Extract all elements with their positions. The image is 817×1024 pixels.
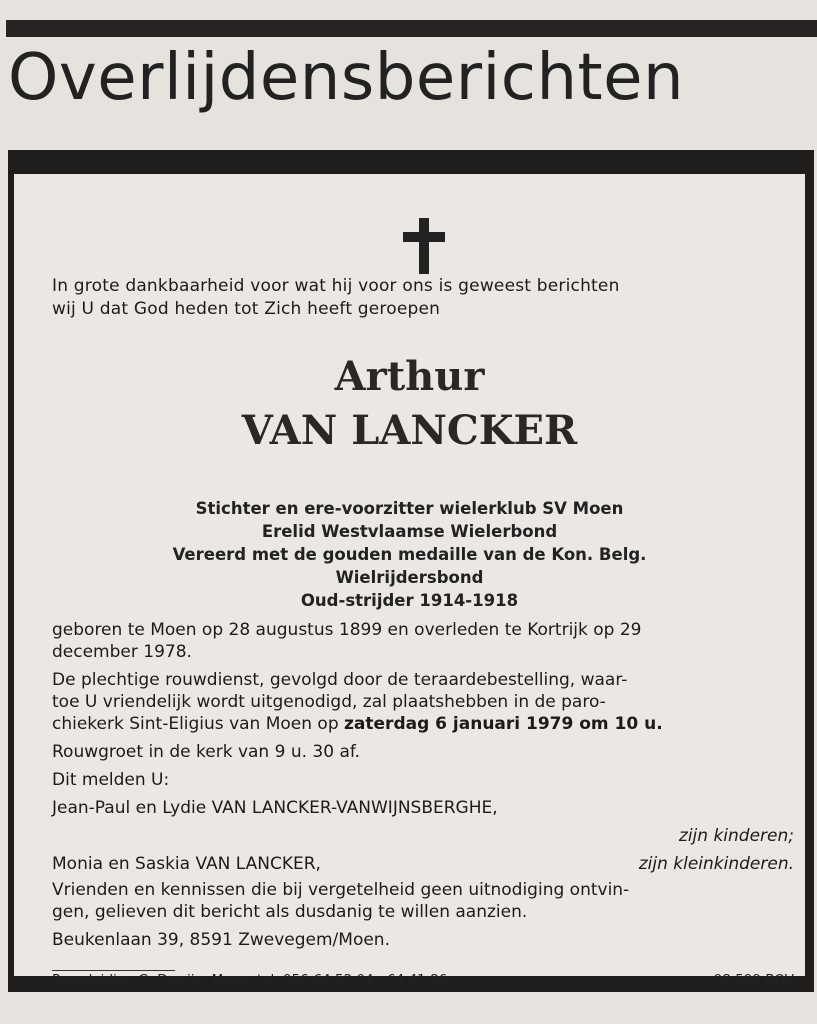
- deceased-first-name: Arthur: [334, 353, 485, 400]
- top-rule: [6, 20, 817, 37]
- friends-line: Vrienden en kennissen die bij vergetelheid geen uitnodiging ontvin-: [52, 880, 630, 900]
- honors-list: [14, 497, 805, 612]
- funeral-director: Rouwleiding G. Dewijn, Moen, tel. 056-64.52.04 - 64.41.86.: [52, 972, 452, 988]
- honor-line: Vereerd met de gouden medaille van de Kon. Belg.: [172, 545, 647, 564]
- page-title: Overlijdensberichten: [8, 41, 685, 115]
- grandchildren-row: [52, 853, 794, 875]
- condolence-line: Rouwgroet in de kerk van 9 u. 30 af.: [52, 742, 361, 762]
- intro-text: [52, 275, 794, 321]
- intro-line: In grote dankbaarheid voor wat hij voor ons is geweest berichten: [52, 276, 620, 296]
- children-label: zijn kinderen;: [678, 826, 794, 846]
- funeral-location: chiekerk Sint-Eligius van Moen op: [52, 714, 339, 734]
- funeral-line: De plechtige rouwdienst, gevolgd door de teraardebestelling, waar-: [52, 670, 628, 690]
- funeral-date: zaterdag 6 januari 1979 om 10 u.: [344, 714, 663, 734]
- birth-death-line: geboren te Moen op 28 augustus 1899 en overleden te Kortrijk op 29: [52, 620, 642, 640]
- footer-rule: [52, 970, 175, 971]
- children-names: Jean-Paul en Lydie VAN LANCKER-VANWIJNSBERGHE,: [52, 798, 498, 818]
- birth-death-line: december 1978.: [52, 642, 192, 662]
- death-notice: [8, 150, 814, 992]
- notice-footer: [52, 972, 794, 988]
- cross-icon: [403, 218, 445, 274]
- funeral-line: toe U vriendelijk wordt uitgenodigd, zal plaatshebben in de paro-: [52, 692, 606, 712]
- honor-line: Oud-strijder 1914-1918: [300, 591, 519, 610]
- reference-code: 98.599-BOV: [713, 972, 794, 988]
- honor-line: Erelid Westvlaamse Wielerbond: [261, 522, 558, 541]
- funeral-line: [52, 713, 794, 735]
- grandchildren-names: Monia en Saskia VAN LANCKER,: [52, 854, 321, 874]
- honor-line: Stichter en ere-voorzitter wielerklub SV Moen: [195, 499, 624, 518]
- grandchildren-label: zijn kleinkinderen.: [638, 854, 794, 874]
- honor-line: Wielrijdersbond: [335, 568, 484, 587]
- intro-line: wij U dat God heden tot Zich heeft geroepen: [52, 299, 441, 319]
- deceased-last-name: VAN LANCKER: [241, 407, 578, 454]
- announced-by: Dit melden U:: [52, 770, 170, 790]
- notice-body: [52, 619, 794, 951]
- friends-line: gen, gelieven dit bericht als dusdanig te willen aanzien.: [52, 902, 528, 922]
- address-line: Beukenlaan 39, 8591 Zwevegem/Moen.: [52, 930, 390, 950]
